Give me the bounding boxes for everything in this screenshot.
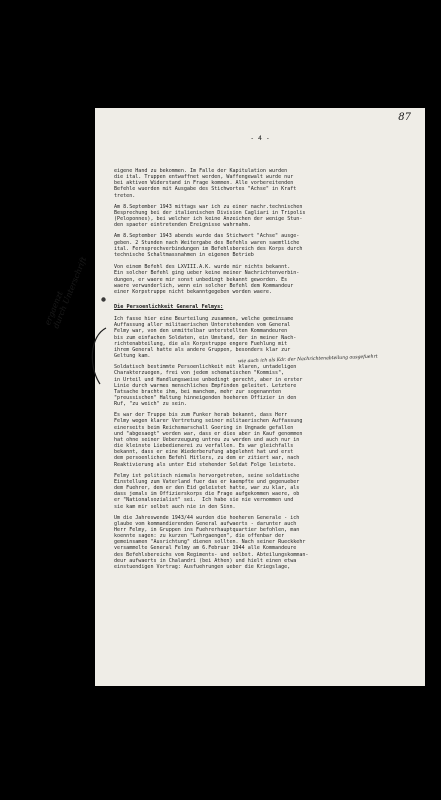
paragraph: [114, 316, 414, 359]
text-line: und "abgesaegt" worden war, dass er dies aber in Kauf genommen: [114, 430, 303, 437]
text-line: (Peloponnes), bei welcher ich keine Anzeichen der wenige Stun-: [114, 216, 303, 223]
text-line: Linie durch warmes menschliches Empfinden geleitet. Letztere: [114, 382, 297, 389]
margin-bracket-icon: [86, 326, 112, 386]
text-line: Felmy war, von den unmittelbar unterstellten Kommandeuren: [114, 328, 288, 335]
document-page: [43, 108, 425, 686]
text-line: Um die Jahreswende 1943/44 wurden die hoeheren Generale - ich: [114, 514, 300, 521]
paragraph: [114, 515, 414, 570]
text-line: Ein solcher Befehl ging ueber keine meiner Nachrichtenverbin-: [114, 270, 300, 277]
text-line: Felmy ist politisch niemals hervorgetreten, seine soldatische: [114, 472, 300, 479]
text-line: versammelte General Felmy am 6.Februar 1944 alle Kommandeure: [114, 545, 297, 552]
text-line: in Urteil und Handlungsweise unbedingt gerecht, aber in erster: [114, 376, 303, 383]
text-line: Am 8.September 1943 abends wurde das Stichwort "Achse" ausge-: [114, 233, 300, 240]
section-heading: Die Persoenlichkeit General Felmys:: [114, 303, 224, 310]
text-line: gemeinsamen "Ausrichtung" dienen sollten. Nach seiner Rueckkehr: [114, 539, 306, 546]
text-line: den spaeter eintretenden Ereignisse wahrnahm.: [114, 222, 251, 229]
text-line: richtenabteilung, die als Korpstruppe engere Fuehlung mit: [114, 340, 288, 347]
text-line: er "Nationalsozialist" sei. Ich habe sie nie vernommen und: [114, 497, 294, 504]
text-line: dem persoenlichen Befehl Hitlers, zu dem er zitiert war, nach: [114, 455, 300, 462]
text-line: Es war der Truppe bis zum Funker herab bekannt, dass Herr: [114, 412, 288, 419]
text-line: hat ohne seiner Ueberzeugung untreu zu werden und auch nur in: [114, 436, 300, 443]
text-line: Ich fasse hier eine Beurteilung zusammen, welche gemeinsame: [114, 316, 294, 323]
margin-handwritten-note: ergaenzt durch Unterschrift: [43, 255, 89, 330]
paragraph: [114, 204, 414, 229]
text-line: bei aktiven Widerstand in Frage kommen. Alle vorbereitenden: [114, 180, 294, 187]
text-line: bekannt, dass er eine Wiederberufung abgelehnt hat und erst: [114, 449, 294, 456]
text-line: dem Fuehrer, dem er den Eid geleistet hatte, war zu klar, als: [114, 485, 300, 492]
folio-number: 87: [398, 112, 411, 123]
text-line: die kleinste Liebedienerei zu verfallen. Es war gleichfalls: [114, 443, 294, 450]
text-line: treten.: [114, 192, 136, 199]
paragraph-group-2: [114, 316, 414, 570]
document-body: [114, 168, 414, 575]
paragraph: [114, 473, 414, 510]
text-line: "preussischen" Haltung hinneigenden hoeheren Offizier in den: [114, 395, 297, 401]
text-line: deur aufwaerts in Chalandri (bei Athen) und hielt einen etwa: [114, 557, 297, 564]
text-line: waere verwunderlich, wenn ein solcher Befehl dem Kommandeur: [114, 282, 294, 289]
text-line: glaube vom kommandierenden General aufwaerts - darunter auch: [114, 520, 297, 527]
staple-hole-icon: [100, 296, 107, 303]
text-line: ihrem General hatte als andere Gruppen, besonders klar zur: [114, 346, 291, 353]
text-line: dungen, er waere mir sonst unbedingt bekannt geworden. Es: [114, 276, 288, 283]
text-line: einer Korpstruppe nicht bekanntgegeben worden waere.: [114, 288, 273, 295]
paragraph: [114, 364, 414, 407]
text-line: bis zum einfachen Soldaten, ein Umstand, der in meiner Nach-: [114, 334, 297, 341]
page-number: - 4 -: [250, 134, 270, 142]
text-line: einerseits beim Reichsmarschall Goering in Ungnade gefallen: [114, 424, 294, 431]
text-line: Auffassung aller militaerischen Unterstehenden vom General: [114, 322, 291, 329]
handwritten-insertion: wie auch ich als Kdr. der Nachrichtenabteilung ausgefuehrt: [237, 354, 378, 365]
text-line: Soldatisch bestimmte Persoenlichkeit mit klaren, untadeligen: [114, 364, 297, 371]
text-line: sie kam mir selbst auch nie in den Sinn.: [114, 503, 236, 510]
text-line: technische Schaltmassnahmen in eigenen Betrieb: [114, 251, 254, 258]
paragraph: [114, 168, 414, 199]
paragraph-group-1: [114, 168, 414, 295]
text-line: dass jemals im Offizierskorps die Frage aufgekommen waere, ob: [114, 491, 300, 498]
text-line: die ital. Truppen entwaffnet werden, Waffengewalt wurde nur: [114, 174, 294, 181]
text-line: eigene Hand zu bekommen. Im Falle der Kapitulation wurden: [114, 168, 288, 174]
text-line: koennte sagen: zu kurzen "Lehrgaengen", die offenbar der: [114, 533, 285, 540]
paragraph: [114, 233, 414, 295]
paragraph: [114, 412, 414, 467]
text-line: Besprechung bei der italienischen Division Cagliari in Tripolis: [114, 209, 306, 216]
text-line: Geltung kam.: [114, 353, 151, 360]
text-line: Felmy wegen klarer Vertretung seiner militaerischen Auffassung: [114, 418, 303, 425]
text-line: Einstellung zum Vaterland fuer das er kaempfte und gegenueber: [114, 478, 300, 485]
text-line: Herr Felmy, in Gruppen ins Fuehrerhauptquartier befohlen, man: [114, 526, 300, 533]
text-line: Von einem Befehl des LXVIII.A.K. wurde mir nichts bekannt.: [114, 264, 291, 271]
text-line: Am 8.September 1943 mittags war ich zu einer nachr.technischen: [114, 203, 303, 210]
text-line: Charakterzuegen, frei von jedem schematischen "Kommiss",: [114, 370, 285, 377]
text-line: Tatsache brachte ihm, bei manchem, mehr zur sogenannten: [114, 388, 282, 395]
text-line: ital. Fernsprechverbindungen im Befehlsbereich des Korps durch: [114, 245, 303, 252]
text-line: einstuendigen Vortrag: Ausfuehrungen ueber die Kriegslage,: [114, 563, 291, 570]
text-line: Befehle wuerden mit Ausgabe des Stichwortes "Achse" in Kraft: [114, 186, 297, 193]
text-line: des Befehlsbereichs vom Regiments- und selbst. Abteilungskomman-: [114, 551, 309, 558]
text-line: Ruf, "zu weich" zu sein.: [114, 401, 187, 408]
text-line: Reaktivierung als unter Eid stehender Soldat Folge leistete.: [114, 461, 297, 468]
text-line: geben. 2 Stunden nach Weitergabe des Befehls waren saemtliche: [114, 239, 300, 246]
